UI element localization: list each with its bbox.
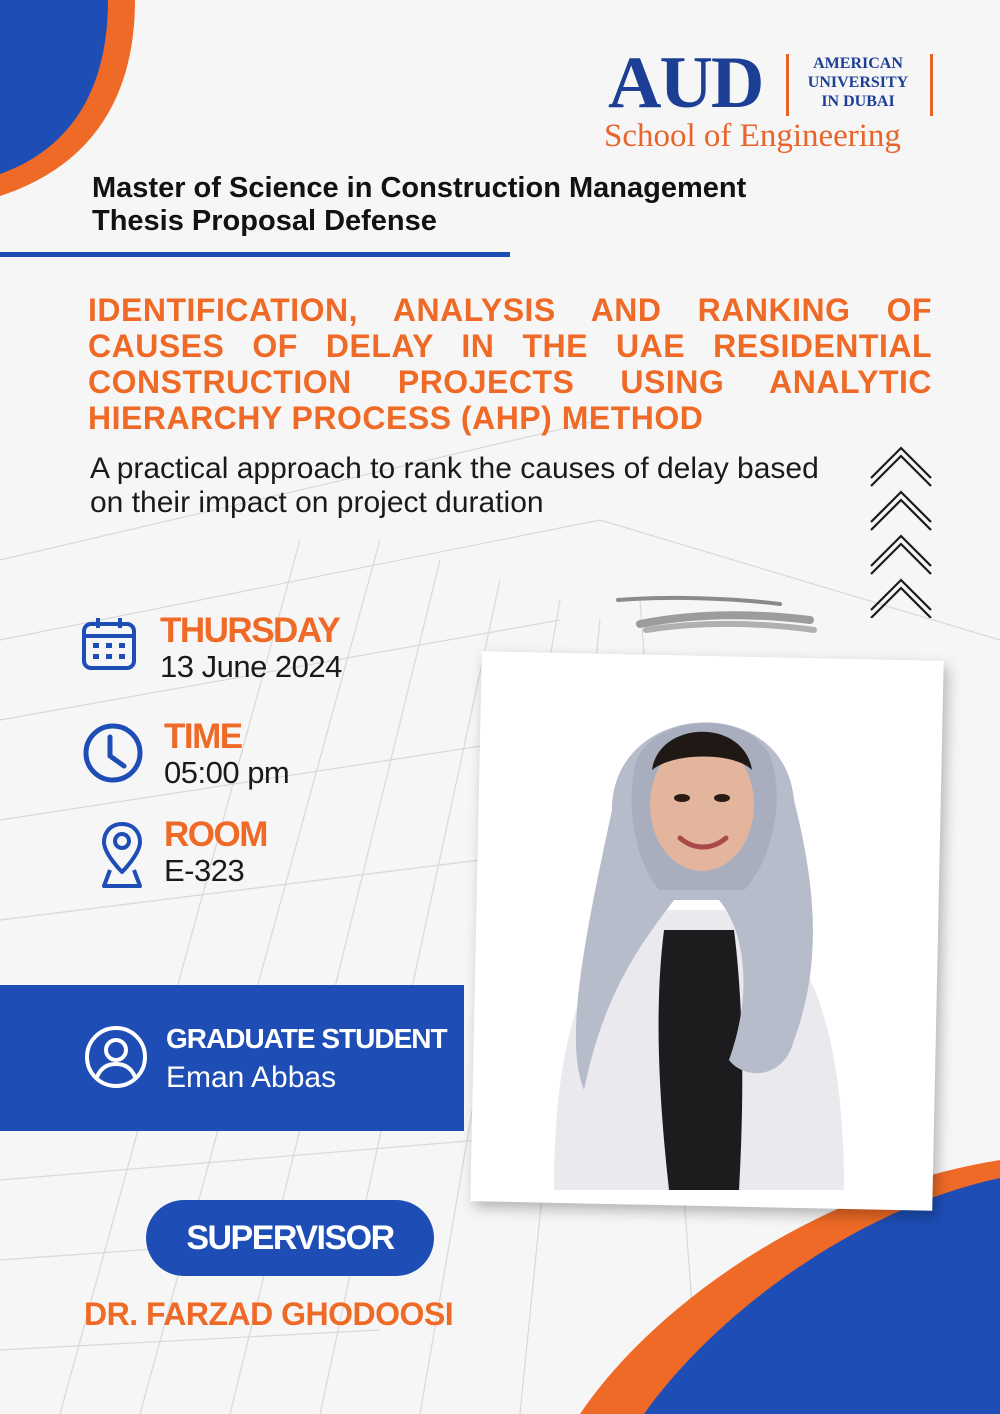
logo-line-3: IN DUBAI xyxy=(821,93,895,110)
room-label: ROOM xyxy=(164,815,267,854)
student-portrait-image xyxy=(494,660,894,1190)
time-value: 05:00 pm xyxy=(164,755,290,790)
logo-acronym: AUD xyxy=(608,42,763,124)
student-label: GRADUATE STUDENT xyxy=(166,1023,447,1054)
thesis-title: IDENTIFICATION, ANALYSIS AND RANKING OF CAUSES OF DELAY IN THE UAE RESIDENTIAL CONSTRUCTION PROJECTS USING ANALYTIC HIERARCHY PROCESS (AHP) METHOD xyxy=(88,292,932,436)
time-label: TIME xyxy=(164,717,242,756)
thesis-subtitle: A practical approach to rank the causes of delay based on their impact on project duration xyxy=(90,452,819,519)
pencil-scribble-decoration xyxy=(610,590,820,646)
supervisor-label: SUPERVISOR xyxy=(146,1200,434,1276)
clock-icon xyxy=(82,722,148,788)
corner-decoration-top-left xyxy=(0,0,190,200)
calendar-icon xyxy=(78,612,140,674)
logo-line-2: UNIVERSITY xyxy=(807,74,909,91)
heading-underline xyxy=(0,252,510,257)
user-icon xyxy=(84,1025,148,1089)
defense-type: Thesis Proposal Defense xyxy=(92,205,437,237)
logo-university-name xyxy=(798,54,918,111)
graduate-student-panel xyxy=(0,985,464,1131)
logo-divider xyxy=(786,54,789,116)
logo-divider-right xyxy=(930,54,933,116)
chevron-up-icon xyxy=(868,442,934,618)
student-name: Eman Abbas xyxy=(166,1061,337,1094)
program-heading xyxy=(92,172,872,238)
student-portrait xyxy=(494,660,894,1190)
logo-line-1: AMERICAN xyxy=(813,55,903,72)
aud-logo xyxy=(600,44,940,156)
date-value: 13 June 2024 xyxy=(160,649,342,684)
program-name: Master of Science in Construction Management xyxy=(92,172,747,204)
supervisor-name: DR. FARZAD GHODOOSI xyxy=(84,1296,454,1332)
day-label: THURSDAY xyxy=(160,611,340,650)
location-pin-icon xyxy=(100,820,144,890)
logo-school-name: School of Engineering xyxy=(604,118,901,154)
room-value: E-323 xyxy=(164,853,245,888)
